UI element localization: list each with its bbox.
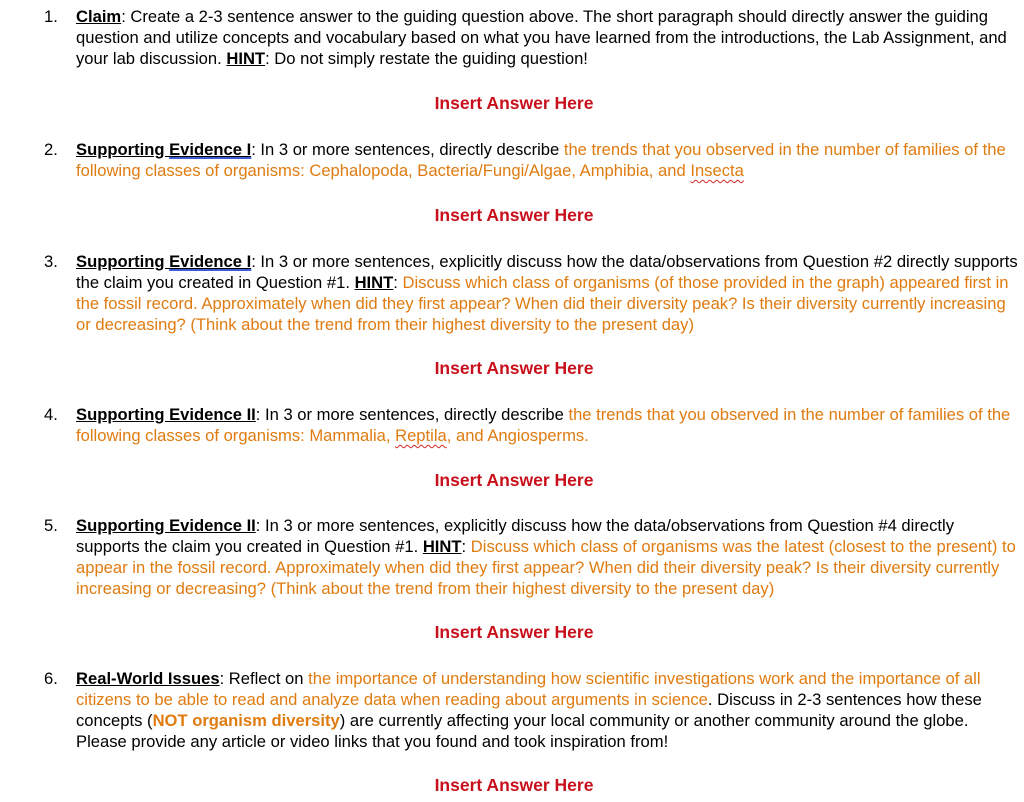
hint-label: HINT <box>422 537 462 556</box>
question-text: Claim: Create a 2-3 sentence answer to the guiding question above. The short paragraph should directly answer the guiding question and utilize concepts and vocabulary based on what you have learned from the introductions, the Lab Assignment, and your lab discussion. HINT: Do not simply restate the guiding question! <box>76 7 1007 68</box>
evidence-label: Supporting Evidence II <box>76 516 256 535</box>
question-number: 4. <box>44 405 58 424</box>
answer-placeholder[interactable]: Insert Answer Here <box>434 775 594 795</box>
answer-placeholder[interactable]: Insert Answer Here <box>434 93 594 113</box>
question-number: 3. <box>44 252 58 271</box>
spelling-flag: Insecta <box>690 161 744 180</box>
question-text: Supporting Evidence I: In 3 or more sentences, explicitly discuss how the data/observations from Question #2 directly supports the claim you created in Question #1. HINT: Discuss which class of organisms (of those provided in the graph) appeared first in the fossil record. Approximately when did they first appear? When did their diversity peak? Is their diversity currently increasing or decreasing? (Think about the trend from their highest diversity to the present day) <box>76 252 1018 334</box>
answer-placeholder[interactable]: Insert Answer Here <box>434 622 594 642</box>
hint-label: HINT <box>226 49 266 68</box>
question-number: 6. <box>44 669 58 688</box>
answer-placeholder[interactable]: Insert Answer Here <box>434 205 594 225</box>
evidence-label: Supporting Evidence I <box>76 252 252 271</box>
answer-placeholder[interactable]: Insert Answer Here <box>434 358 594 378</box>
question-text: Supporting Evidence II: In 3 or more sentences, directly describe the trends that you observed in the number of families of the following classes of organisms: Mammalia, Reptila, and Angiosperms. <box>76 405 1011 445</box>
question-text: Real-World Issues: Reflect on the importance of understanding how scientific investigations work and the importance of all citizens to be able to read and analyze data when reading about arguments in science. Discuss in 2-3 sentences how these concepts (NOT organism diversity) are currently affecting your local community or another community around the globe. Please provide any article or video links that you found and took inspiration from! <box>76 669 982 751</box>
question-text: Supporting Evidence I: In 3 or more sentences, directly describe the trends that you observed in the number of families of the following classes of organisms: Cephalopoda, Bacteria/Fungi/Algae, Amphibia, and Insecta <box>76 140 1006 180</box>
evidence-label: Supporting Evidence II <box>76 405 256 424</box>
spelling-flag: Reptila <box>395 426 447 445</box>
question-number: 1. <box>44 7 58 26</box>
question-text: Supporting Evidence II: In 3 or more sentences, explicitly discuss how the data/observations from Question #4 directly supports the claim you created in Question #1. HINT: Discuss which class of organisms was the latest (closest to the present) to appear in the fossil record. Approximately when did they first appear? When did their diversity peak? Is their diversity currently increasing or decreasing? (Think about the trend from their highest diversity to the present day) <box>76 516 1016 598</box>
hint-label: HINT <box>354 273 394 292</box>
evidence-label: Supporting Evidence I <box>76 140 252 159</box>
answer-placeholder[interactable]: Insert Answer Here <box>434 470 594 490</box>
real-world-label: Real-World Issues <box>76 669 220 688</box>
question-number: 5. <box>44 516 58 535</box>
claim-label: Claim <box>76 7 122 26</box>
not-organism-diversity: NOT organism diversity <box>152 711 340 730</box>
question-number: 2. <box>44 140 58 159</box>
